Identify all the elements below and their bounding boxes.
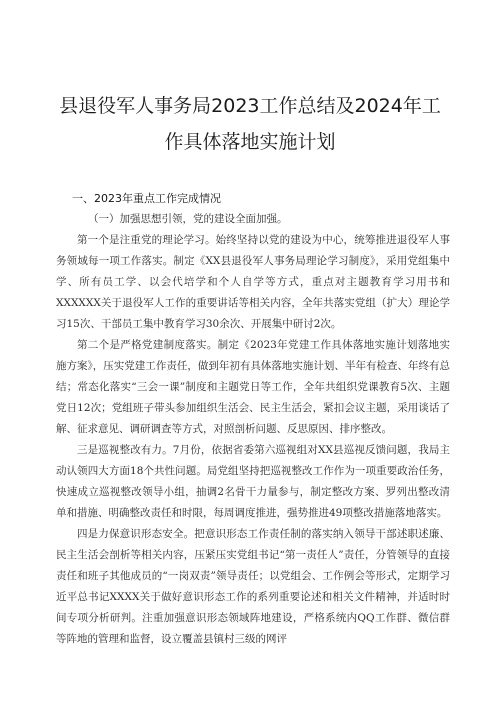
title-line-1: 县退役军人事务局2023工作总结及2024年工	[59, 95, 441, 117]
subsection-heading: （一）加强思想引领，党的建设全面加强。	[88, 213, 288, 225]
paragraph-1: 第一个是注重党的理论学习。始终坚持以党的建设为中心，统筹推进退役军人事务领域每一项工作落实。制定《XX县退役军人事务局理论学习制度》，采用党组集中学、所有员工学、以会代培学和个人自学等方式，重点对主题教育学习用书和XXXXXX关于退役军人工作的重要讲话等相关内容，全年共落实党组（扩大）理论学习15次、干部员工集中教育学习30余次、开展集中研讨2次。	[56, 234, 450, 330]
title-line-2: 作具体落地实施计划	[164, 131, 336, 153]
paragraph-4: 四是力保意识形态安全。把意识形态工作责任制的落实纳入领导干部述职述廉、民主生活会剖析等相关内容，压紧压实党组书记“第一责任人”责任，分管领导的直接责任和班子其他成员的“一岗双责”领导责任；以党组会、工作例会等形式，定期学习近平总书记XXXX关于做好意识形态工作的系列重要论述和相关文件精神，并适时时间专项分析研判。注重加强意识形态领域阵地建设，严格系统内QQ工作群、微信群等阵地的管理和监督，设立覆盖县镇村三级的网评	[56, 528, 450, 645]
section-heading: 一、2023年重点工作完成情况	[72, 192, 221, 205]
paragraph-3: 三是巡视整改有力。7月份，依据省委第六巡视组对XX县巡视反馈问题，我局主动认领四大方面18个共性问题。局党组坚持把巡视整改工作作为一项重要政治任务，快速成立巡视整改领导小组，抽调2名骨干力量参与，制定整改方案、罗列出整改清单和措施、明确整改责任和时限，每周调度推进，强势推进49项整改措施落地落实。	[56, 444, 450, 519]
paragraph-2: 第二个是严格党建制度落实。制定《2023年党建工作具体落地实施计划落地实施方案》，压实党建工作责任，做到年初有具体落地实施计划、半年有检查、年终有总结；常态化落实“三会一课”制度和主题党日等工作，全年共组织党课教育5次、主题党日12次；党组班子带头参加组织生活会、民主生活会，紧扣会议主题，采用谈话了解、征求意见、调研调查等方式，对照剖析问题、反思原因、排序整改。	[56, 339, 450, 435]
document-body	[56, 188, 450, 650]
document-title	[40, 88, 460, 160]
